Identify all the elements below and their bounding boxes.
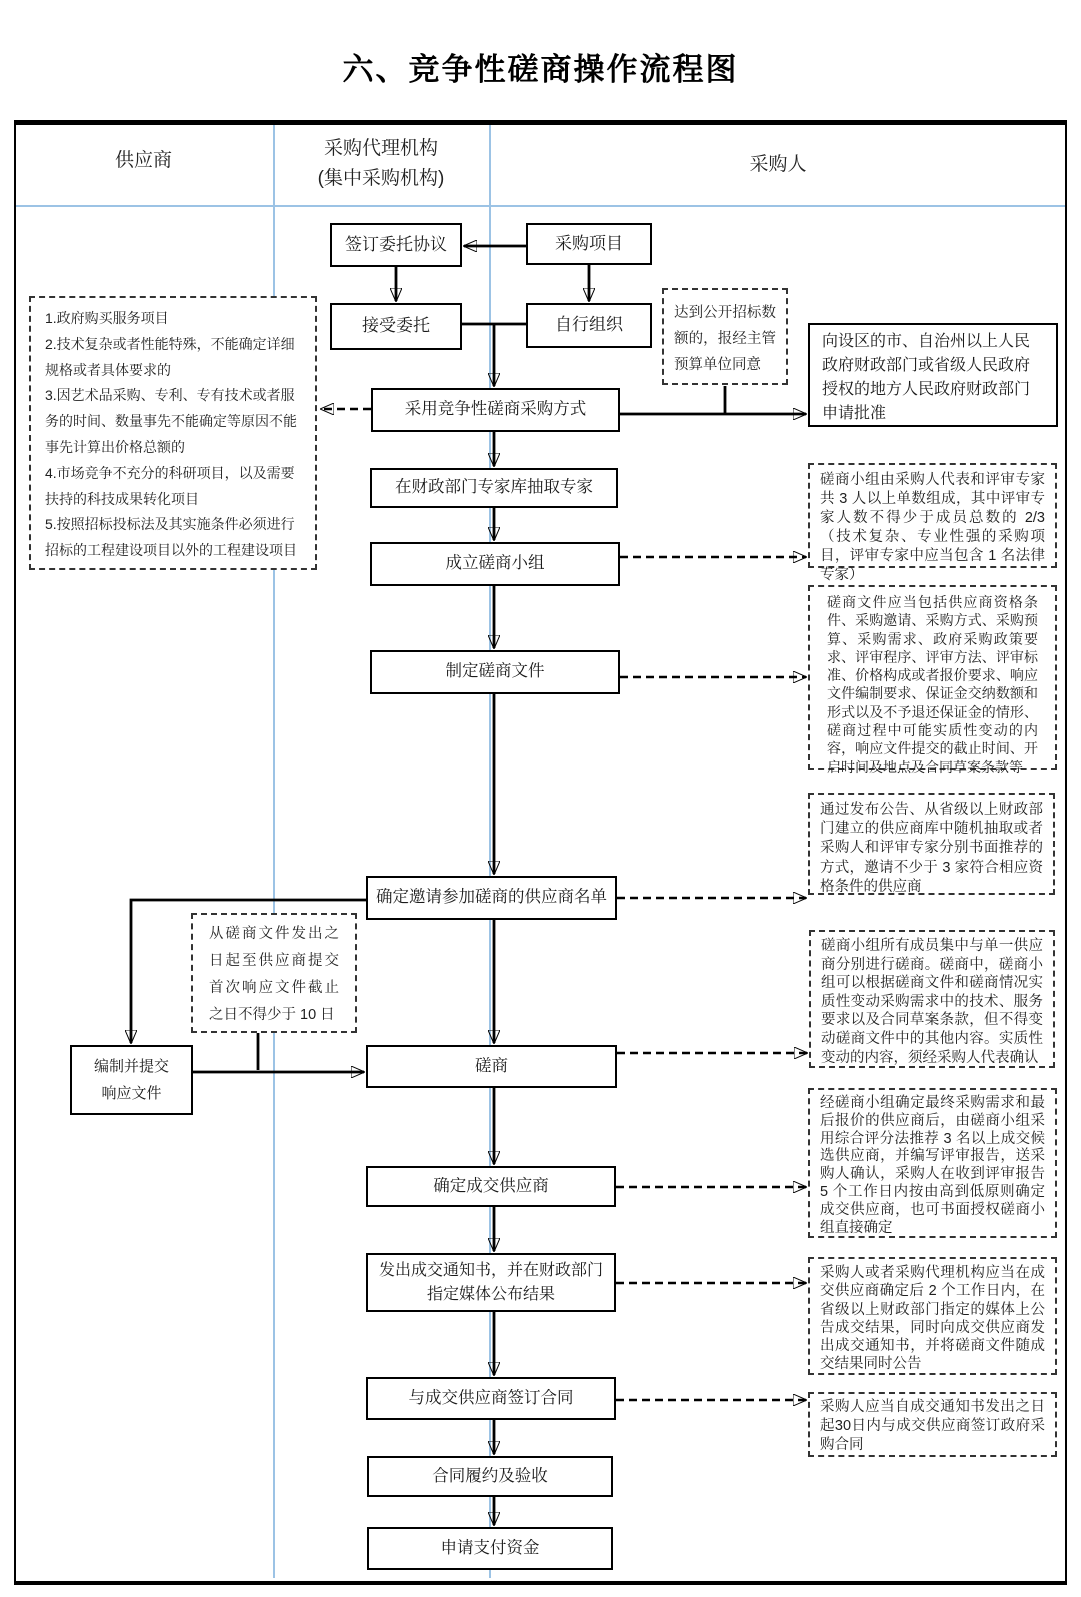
node-self-organize: 自行组织 <box>526 303 652 348</box>
lane-divider-right <box>489 125 491 1578</box>
note-conditions-item: 1.政府购买服务项目 <box>45 310 169 326</box>
node-extract-experts: 在财政部门专家库抽取专家 <box>370 468 618 508</box>
lane-header-agency-line2: (集中采购机构) <box>317 168 445 189</box>
node-sign-contract: 与成交供应商签订合同 <box>366 1377 616 1420</box>
node-supplier-list: 确定邀请参加磋商的供应商名单 <box>366 876 617 920</box>
lane-header-agency-line1: 采购代理机构 <box>323 138 438 159</box>
node-prepare-documents: 制定磋商文件 <box>370 650 620 694</box>
note-result-announcement: 采购人或者采购代理机构应当在成交供应商确定后 2 个工作日内，在省级以上财政部门指定的媒体上公告成交结果，同时向成交供应商发出成交通知书，并将磋商文件随成交结果同时公告 <box>808 1257 1057 1375</box>
note-contract-deadline: 采购人应当自成交通知书发出之日起30日内与成交供应商签订政府采购合同 <box>808 1392 1057 1457</box>
note-winner-determination: 经磋商小组确定最终采购需求和最后报价的供应商后，由磋商小组采用综合评分法推荐 3 名以上成交候选供应商，并编写评审报告，送采购人确认，采购人在收到评审报告 5 个工作日内按由高到低原则确定成交供应商，也可书面授权磋商小组直接确定 <box>808 1088 1057 1238</box>
lane-header-supplier: 供应商 <box>114 150 172 171</box>
lane-header-purchaser: 采购人 <box>749 154 807 175</box>
node-apply-payment: 申请支付资金 <box>367 1527 613 1570</box>
note-conditions <box>29 296 317 570</box>
node-contract-acceptance: 合同履约及验收 <box>367 1456 613 1497</box>
node-accept-entrustment: 接受委托 <box>330 303 462 350</box>
header-divider <box>16 205 1065 207</box>
node-issue-notice: 发出成交通知书，并在财政部门指定媒体公布结果 <box>366 1253 616 1312</box>
node-apply-approval: 向设区的市、自治州以上人民政府财政部门或省级人民政府授权的地方人民政府财政部门申请批准 <box>808 323 1058 427</box>
node-adopt-method: 采用竞争性磋商采购方式 <box>371 388 620 432</box>
node-procurement-project: 采购项目 <box>526 223 652 265</box>
note-public-bidding: 达到公开招标数额的，报经主管预算单位同意 <box>662 288 788 385</box>
note-conditions-item: 5.按照招标投标法及其实施条件必须进行招标的工程建设项目以外的工程建设项目 <box>45 516 297 559</box>
note-invitation-method: 通过发布公告、从省级以上财政部门建立的供应商库中随机抽取或者采购人和评审专家分别书面推荐的方式，邀请不少于 3 家符合相应资格条件的供应商 <box>808 793 1055 895</box>
note-conditions-item: 3.因艺术品采购、专利、专有技术或者服务的时间、数量事先不能确定等原因不能事先计算出价格总额的 <box>45 387 297 455</box>
lane-header-agency <box>273 134 489 194</box>
note-conditions-item: 4.市场竞争不充分的科研项目，以及需要扶持的科技成果转化项目 <box>45 464 295 507</box>
node-prepare-response: 编制并提交响应文件 <box>70 1045 193 1115</box>
node-sign-agreement: 签订委托协议 <box>330 223 462 267</box>
note-group-composition: 磋商小组由采购人代表和评审专家共 3 人以上单数组成，其中评审专家人数不得少于成员总数的 2/3（技术复杂、专业性强的采购项目，评审专家中应当包含 1 名法律专家） <box>808 463 1057 568</box>
page-title: 六、竞争性磋商操作流程图 <box>342 52 739 87</box>
node-consultation: 磋商 <box>366 1045 617 1088</box>
note-conditions-item: 2.技术复杂或者性能特殊，不能确定详细规格或者具体要求的 <box>45 335 295 378</box>
note-consultation-rule: 磋商小组所有成员集中与单一供应商分别进行磋商。磋商中，磋商小组可以根据磋商文件和磋商情况实质性变动采购需求中的技术、服务要求以及合同草案条款，但不得变动磋商文件中的其他内容。实质性变动的内容，须经采购人代表确认 <box>809 930 1055 1068</box>
note-document-content: 磋商文件应当包括供应商资格条件、采购邀请、采购方式、采购预算、采购需求、政府采购政策要求、评审程序、评审方法、评审标准、价格构成或者报价要求、响应文件编制要求、保证金交纳数额和形式以及不予退还保证金的情形、磋商过程中可能实质性变动的内容，响应文件提交的截止时间、开启时间及地点及合同草案条款等 <box>808 585 1057 770</box>
note-response-deadline: 从磋商文件发出之日起至供应商提交首次响应文件截止之日不得少于 10 日 <box>191 913 357 1033</box>
node-form-group: 成立磋商小组 <box>370 542 620 586</box>
node-determine-winner: 确定成交供应商 <box>366 1166 616 1207</box>
